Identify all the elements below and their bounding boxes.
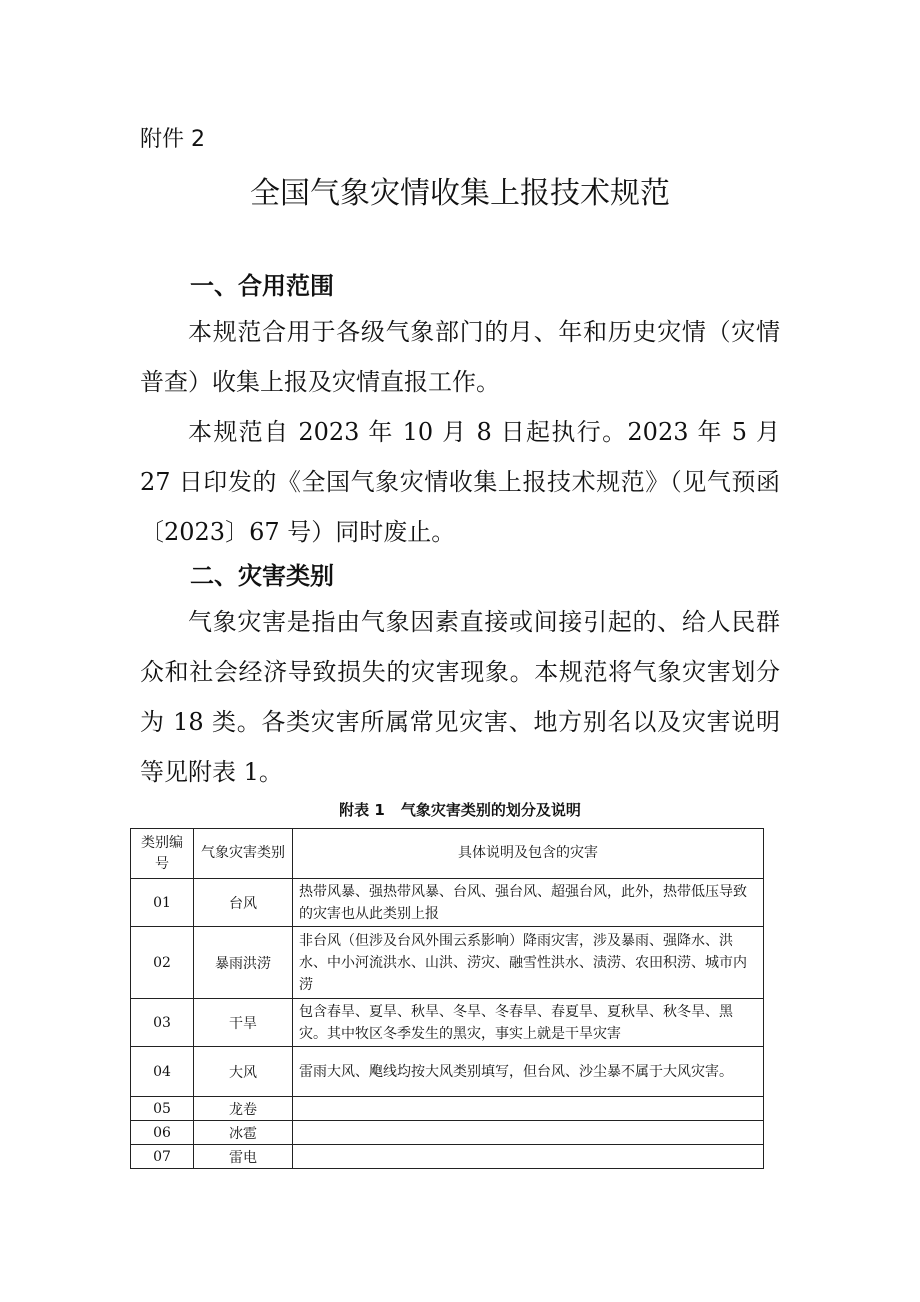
category-name: 大风 bbox=[194, 1047, 293, 1097]
table-caption-title: 气象灾害类别的划分及说明 bbox=[400, 801, 581, 819]
document-title: 全国气象灾情收集上报技术规范 bbox=[250, 176, 670, 211]
category-code: 03 bbox=[131, 999, 194, 1047]
category-description: 雷雨大风、飑线均按大风类别填写，但台风、沙尘暴不属于大风灾害。 bbox=[293, 1047, 764, 1097]
category-name: 暴雨洪涝 bbox=[194, 927, 293, 999]
category-name: 龙卷 bbox=[194, 1097, 293, 1121]
category-description: 包含春旱、夏旱、秋旱、冬旱、冬春旱、春夏旱、夏秋旱、秋冬旱、黑灾。其中牧区冬季发生的黑灾，事实上就是干旱灾害 bbox=[293, 999, 764, 1047]
section-heading-categories: 二、灾害类别 bbox=[190, 562, 334, 590]
section-heading-scope: 一、合用范围 bbox=[190, 272, 334, 300]
category-description bbox=[293, 1097, 764, 1121]
category-name: 干旱 bbox=[194, 999, 293, 1047]
category-code: 04 bbox=[131, 1047, 194, 1097]
attachment-label: 附件 2 bbox=[140, 127, 205, 152]
header-description: 具体说明及包含的灾害 bbox=[293, 829, 764, 879]
category-description bbox=[293, 1145, 764, 1169]
category-name: 台风 bbox=[194, 879, 293, 927]
paragraph-categories: 气象灾害是指由气象因素直接或间接引起的、给人民群众和社会经济导致损失的灾害现象。本规范将气象灾害划分为 18 类。各类灾害所属常见灾害、地方别名以及灾害说明等见附表 1。 bbox=[140, 608, 780, 786]
category-code: 05 bbox=[131, 1097, 194, 1121]
table-row bbox=[131, 879, 764, 927]
paragraph-scope: 本规范合用于各级气象部门的月、年和历史灾情（灾情普查）收集上报及灾情直报工作。 bbox=[140, 318, 780, 396]
category-code: 02 bbox=[131, 927, 194, 999]
table-row bbox=[131, 1121, 764, 1145]
disaster-category-table bbox=[130, 828, 764, 1169]
category-code: 01 bbox=[131, 879, 194, 927]
table-header-row bbox=[131, 829, 764, 879]
category-code: 06 bbox=[131, 1121, 194, 1145]
table-row bbox=[131, 1097, 764, 1121]
table-row bbox=[131, 1047, 764, 1097]
category-name: 雷电 bbox=[194, 1145, 293, 1169]
category-name: 冰雹 bbox=[194, 1121, 293, 1145]
category-description bbox=[293, 1121, 764, 1145]
table-caption bbox=[0, 799, 920, 820]
table-caption-number: 附表 1 bbox=[339, 801, 385, 819]
table-row bbox=[131, 999, 764, 1047]
category-description: 热带风暴、强热带风暴、台风、强台风、超强台风，此外，热带低压导致的灾害也从此类别上报 bbox=[293, 879, 764, 927]
header-category-code: 类别编号 bbox=[131, 829, 194, 879]
category-code: 07 bbox=[131, 1145, 194, 1169]
table-row bbox=[131, 1145, 764, 1169]
paragraph-effective-date: 本规范自 2023 年 10 月 8 日起执行。2023 年 5 月 27 日印发的《全国气象灾情收集上报技术规范》（见气预函〔2023〕67 号）同时废止。 bbox=[140, 418, 780, 546]
header-category-name: 气象灾害类别 bbox=[194, 829, 293, 879]
category-description: 非台风（但涉及台风外围云系影响）降雨灾害，涉及暴雨、强降水、洪水、中小河流洪水、山洪、涝灾、融雪性洪水、渍涝、农田积涝、城市内涝 bbox=[293, 927, 764, 999]
table-row bbox=[131, 927, 764, 999]
